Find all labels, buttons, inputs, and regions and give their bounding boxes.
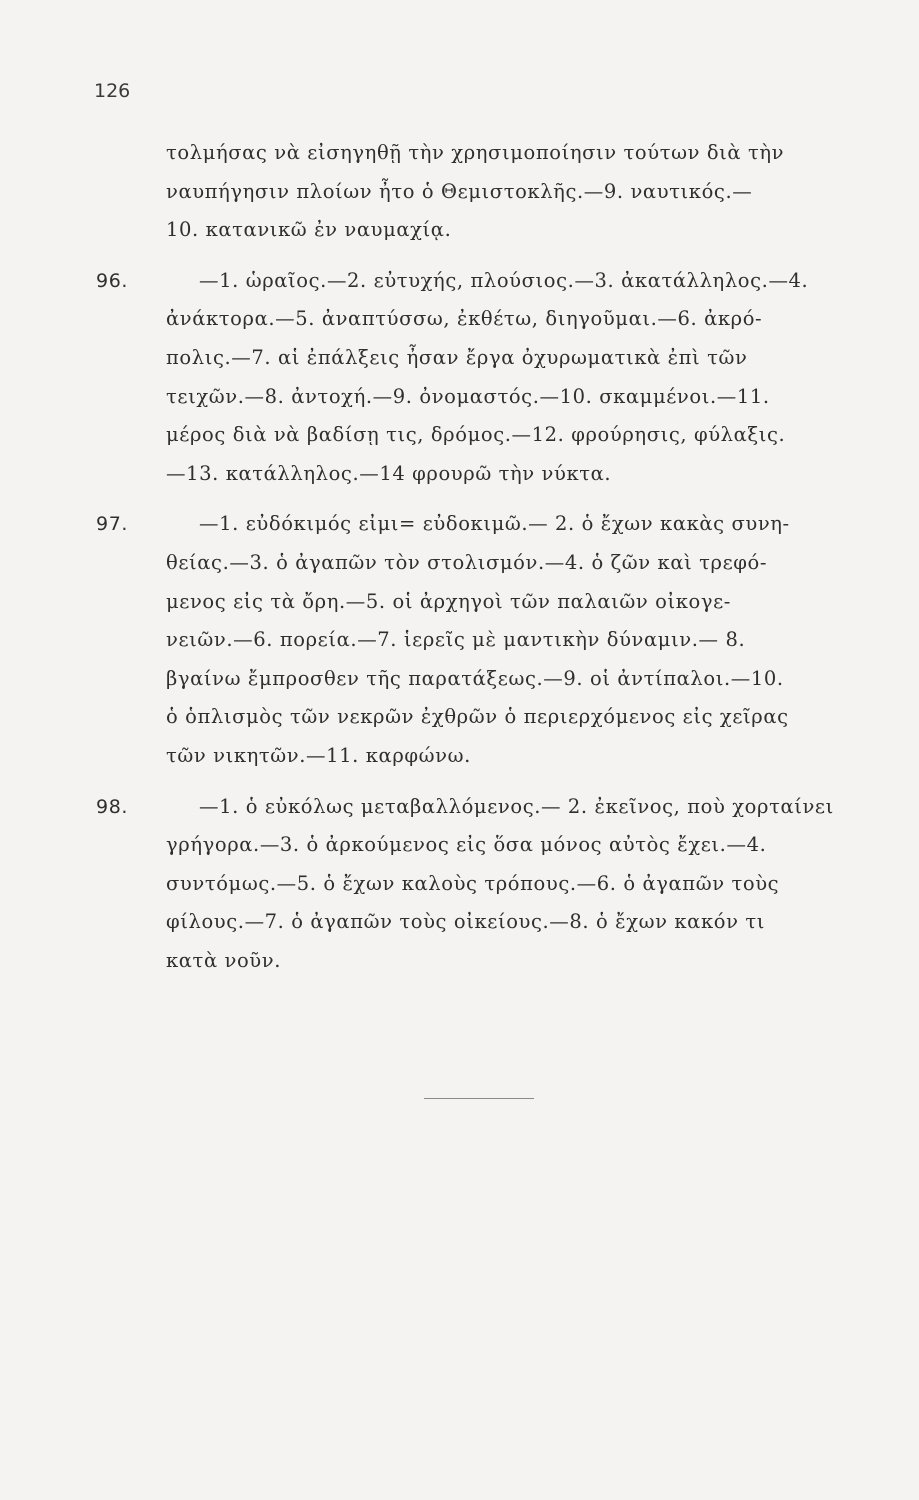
line-text: τολμήσας νὰ εἰσηγηθῇ τὴν χρησιμοποίησιν τούτων διὰ τὴν: [166, 141, 785, 164]
line-text: μέρος διὰ νὰ βαδίσῃ τις, δρόμος.—12. φρούρησις, φύλαξις.: [166, 423, 786, 447]
entry-number: 96.: [96, 269, 129, 292]
entry-line: [96, 339, 856, 378]
page-number: 126: [94, 80, 131, 102]
entry-line: [96, 660, 856, 699]
entry-line: [96, 262, 856, 301]
entry-number: 97.: [96, 513, 129, 536]
line-text: κατὰ νοῦν.: [166, 948, 282, 972]
text-block: [96, 134, 856, 980]
line-text: ναυπήγησιν πλοίων ἦτο ὁ Θεμιστοκλῆς.—9. ναυτικός.—: [166, 179, 753, 203]
line-text: —1. ὡραῖος.—2. εὐτυχής, πλούσιος.—3. ἀκατάλληλος.—4.: [199, 268, 809, 292]
section-separator: [424, 1098, 534, 1099]
entry-line: [96, 378, 856, 417]
entry-line: [96, 621, 856, 660]
entry-line: [96, 826, 856, 865]
line-text: νειῶν.—6. πορεία.—7. ἱερεῖς μὲ μαντικὴν δύναμιν.— 8.: [166, 628, 746, 652]
line-text: —1. ὁ εὐκόλως μεταβαλλόμενος.— 2. ἐκεῖνος, ποὺ χορταίνει: [199, 794, 834, 818]
line-text: θείας.—3. ὁ ἀγαπῶν τὸν στολισμόν.—4. ὁ ζῶν καὶ τρεφό-: [166, 550, 768, 574]
continuation-line: [96, 211, 856, 250]
entry-line: [96, 903, 856, 942]
entry-line: [96, 865, 856, 904]
entry-line: [96, 300, 856, 339]
line-text: μενος εἰς τὰ ὄρη.—5. οἱ ἀρχηγοὶ τῶν παλαιῶν οἰκογε-: [166, 589, 731, 613]
continuation-line: [96, 134, 856, 173]
entry-line: [96, 942, 856, 981]
line-text: φίλους.—7. ὁ ἀγαπῶν τοὺς οἰκείους.—8. ὁ ἔχων κακόν τι: [166, 910, 765, 934]
line-text: —1. εὐδόκιμός εἰμι= εὐδοκιμῶ.— 2. ὁ ἔχων κακὰς συνη-: [199, 512, 790, 536]
line-text: 10. κατανικῶ ἐν ναυμαχίᾳ.: [166, 218, 452, 242]
line-text: συντόμως.—5. ὁ ἔχων καλοὺς τρόπους.—6. ὁ ἀγαπῶν τοὺς: [166, 871, 780, 895]
entry-line: [96, 544, 856, 583]
continuation-line: [96, 173, 856, 212]
entry-number: 98.: [96, 795, 129, 818]
line-text: τειχῶν.—8. ἀντοχή.—9. ὀνομαστός.—10. σκαμμένοι.—11.: [166, 384, 770, 408]
line-text: γρήγορα.—3. ὁ ἀρκούμενος εἰς ὅσα μόνος αὐτὸς ἔχει.—4.: [166, 833, 767, 857]
entry-line: [96, 455, 856, 494]
line-text: πολις.—7. αἱ ἐπάλξεις ἦσαν ἔργα ὀχυρωματικὰ ἐπὶ τῶν: [166, 345, 748, 369]
entry-line: [96, 788, 856, 827]
line-text: τῶν νικητῶν.—11. καρφώνω.: [166, 743, 471, 767]
line-text: ὁ ὁπλισμὸς τῶν νεκρῶν ἐχθρῶν ὁ περιερχόμενος εἰς χεῖρας: [166, 705, 789, 729]
entry-line: [96, 583, 856, 622]
line-text: βγαίνω ἔμπροσθεν τῆς παρατάξεως.—9. οἱ ἀντίπαλοι.—10.: [166, 666, 784, 690]
line-text: ἀνάκτορα.—5. ἀναπτύσσω, ἐκθέτω, διηγοῦμαι.—6. ἀκρό-: [166, 307, 763, 331]
entry-line: [96, 416, 856, 455]
entry-line: [96, 505, 856, 544]
line-text: —13. κατάλληλος.—14 φρουρῶ τὴν νύκτα.: [166, 461, 612, 485]
entry-line: [96, 737, 856, 776]
entry-line: [96, 698, 856, 737]
